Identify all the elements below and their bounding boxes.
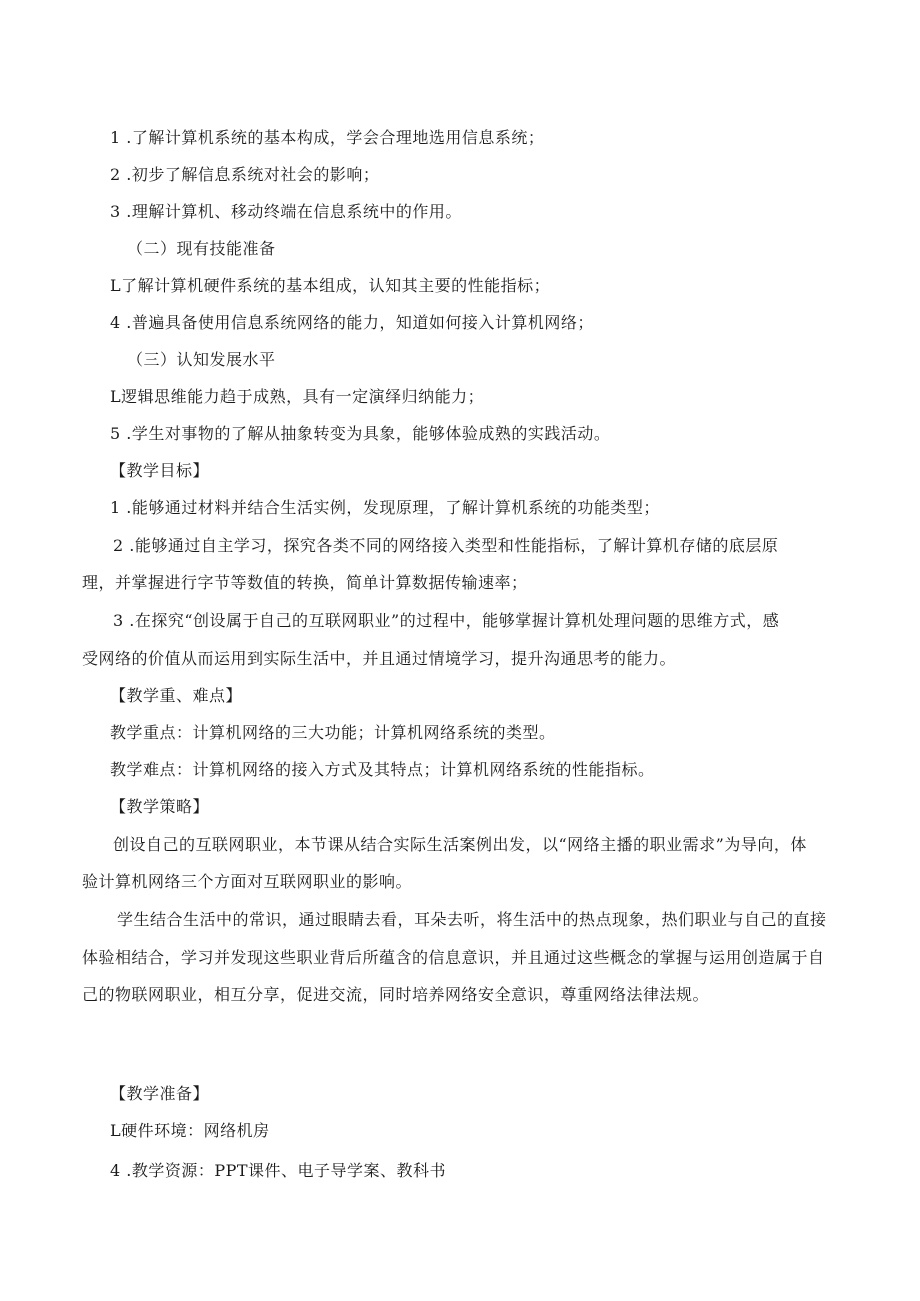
cognition-item-1: L逻辑思维能力趋于成熟，具有一定演绎归纳能力； [110,387,485,406]
prior-knowledge-item-1: 1 .了解计算机系统的基本构成，学会合理地选用信息系统； [110,128,545,147]
prep-item-1: L硬件环境：网络机房 [110,1121,270,1140]
strategy-p2-line-3: 己的物联网职业，相互分享，促进交流，同时培养网络安全意识，尊重网络法律法规。 [82,985,710,1004]
key-difficult-heading: 【教学重、难点】 [110,686,243,705]
goal-2-line-2: 理，并掌握进行字节等数值的转换，简单计算数据传输速率； [82,573,528,592]
goal-3-line-1: 3 .在探究“创设属于自己的互联网职业”的过程中，能够掌握计算机处理问题的思维方式，感 [113,611,780,630]
strategy-heading: 【教学策略】 [110,797,210,816]
cognition-item-2: 5 .学生对事物的了解从抽象转变为具象，能够体验成熟的实践活动。 [110,424,611,443]
goal-2-line-1: 2 .能够通过自主学习，探究各类不同的网络接入类型和性能指标，了解计算机存储的底层原 [113,536,779,555]
skills-item-1: L了解计算机硬件系统的基本组成，认知其主要的性能指标； [110,276,551,295]
prep-heading: 【教学准备】 [110,1084,210,1103]
difficult-points: 教学难点：计算机网络的接入方式及其特点；计算机网络系统的性能指标。 [110,760,655,779]
strategy-p1-line-1: 创设自己的互联网职业，本节课从结合实际生活案例出发，以“网络主播的职业需求”为导向，体 [113,835,807,854]
prep-item-2: 4 .教学资源：PPT课件、电子导学案、教科书 [110,1161,447,1180]
strategy-p1-line-2: 验计算机网络三个方面对互联网职业的影响。 [82,872,413,891]
strategy-p2-line-1: 学生结合生活中的常识，通过眼睛去看，耳朵去听，将生活中的热点现象，热们职业与自己的直接 [117,910,827,929]
key-points: 教学重点：计算机网络的三大功能；计算机网络系统的类型。 [110,723,556,742]
goal-1: 1 .能够通过材料并结合生活实例，发现原理，了解计算机系统的功能类型； [110,498,660,517]
goals-heading: 【教学目标】 [110,461,210,480]
prior-knowledge-item-3: 3 .理解计算机、移动终端在信息系统中的作用。 [110,202,462,221]
prior-knowledge-item-2: 2 .初步了解信息系统对社会的影响； [110,165,380,184]
skills-item-2: 4 .普遍具备使用信息系统网络的能力，知道如何接入计算机网络； [110,313,594,332]
cognition-heading: （三）认知发展水平 [127,350,276,369]
goal-3-line-2: 受网络的价值从而运用到实际生活中，并且通过情境学习，提升沟通思考的能力。 [82,649,677,668]
strategy-p2-line-2: 体验相结合，学习并发现这些职业背后所蕴含的信息意识，并且通过这些概念的掌握与运用创造属于自 [82,948,825,967]
skills-heading: （二）现有技能准备 [127,239,276,258]
